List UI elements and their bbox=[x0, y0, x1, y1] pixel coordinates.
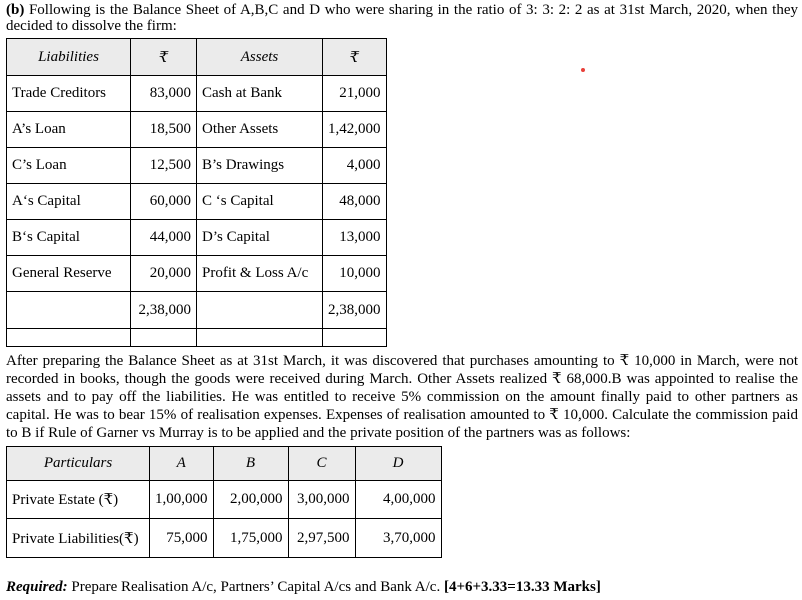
asset-name: B’s Drawings bbox=[197, 148, 323, 184]
header-partner-c: C bbox=[288, 447, 355, 481]
table-row bbox=[7, 220, 387, 256]
header-particulars: Particulars bbox=[7, 447, 150, 481]
liability-name: A’s Loan bbox=[7, 112, 131, 148]
table-row bbox=[7, 481, 442, 519]
asset-amount: 13,000 bbox=[323, 220, 387, 256]
asset-amount: 48,000 bbox=[323, 184, 387, 220]
liability-amount: 44,000 bbox=[131, 220, 197, 256]
total-assets: 2,38,000 bbox=[323, 292, 387, 329]
required-label: Required: bbox=[6, 579, 68, 595]
particular-label: Private Estate (₹) bbox=[7, 481, 150, 519]
liability-name: B‘s Capital bbox=[7, 220, 131, 256]
liability-amount: 18,500 bbox=[131, 112, 197, 148]
partner-d-value: 3,70,000 bbox=[355, 519, 441, 558]
balance-sheet-header bbox=[7, 39, 387, 76]
liability-name: Trade Creditors bbox=[7, 76, 131, 112]
asset-amount: 10,000 bbox=[323, 256, 387, 292]
partner-b-value: 2,00,000 bbox=[213, 481, 288, 519]
header-partner-b: B bbox=[213, 447, 288, 481]
private-position-header bbox=[7, 447, 442, 481]
asset-amount: 21,000 bbox=[323, 76, 387, 112]
private-position-table bbox=[6, 446, 442, 558]
totals-row bbox=[7, 292, 387, 329]
partner-d-value: 4,00,000 bbox=[355, 481, 441, 519]
intro-text: Following is the Balance Sheet of A,B,C and D who were sharing in the ratio of 3: 3: 2: 2 as at 31st March, 2020, when they decided to dissolve the firm: bbox=[6, 2, 798, 34]
table-row bbox=[7, 519, 442, 558]
header-liabilities: Liabilities bbox=[7, 39, 131, 76]
partner-b-value: 1,75,000 bbox=[213, 519, 288, 558]
particular-label: Private Liabilities(₹) bbox=[7, 519, 150, 558]
required-text: Prepare Realisation A/c, Partners’ Capital A/cs and Bank A/c. bbox=[71, 579, 441, 595]
liability-name: General Reserve bbox=[7, 256, 131, 292]
asset-name: Cash at Bank bbox=[197, 76, 323, 112]
liability-amount: 20,000 bbox=[131, 256, 197, 292]
total-label-right bbox=[197, 292, 323, 329]
balance-sheet-table bbox=[6, 38, 387, 347]
question-label: (b) bbox=[6, 2, 25, 18]
total-label-left bbox=[7, 292, 131, 329]
required-line bbox=[6, 579, 798, 596]
partner-c-value: 2,97,500 bbox=[288, 519, 355, 558]
liability-name: C’s Loan bbox=[7, 148, 131, 184]
asset-amount: 4,000 bbox=[323, 148, 387, 184]
asset-amount: 1,42,000 bbox=[323, 112, 387, 148]
header-amount: ₹ bbox=[323, 39, 387, 76]
question-paragraph: After preparing the Balance Sheet as at 31st March, it was discovered that purchases amounting to ₹ 10,000 in March, were not recorded in books, though the goods were received during March. Other Assets realized ₹ 68,000.B was appointed to realise the assets and to pay off the liabilities. He was entitled to receive 5% commission on the amount finally paid to other partners as capital. He was to bear 15% of realisation expenses. Expenses of realisation amounted to ₹ 10,000. Calculate the commission paid to B if Rule of Garner vs Murray is to be applied and the private position of the partners was as follows: bbox=[6, 353, 798, 441]
table-row bbox=[7, 256, 387, 292]
header-partner-a: A bbox=[150, 447, 214, 481]
spacer-row bbox=[7, 329, 387, 347]
asset-name: Profit & Loss A/c bbox=[197, 256, 323, 292]
partner-c-value: 3,00,000 bbox=[288, 481, 355, 519]
header-amount: ₹ bbox=[131, 39, 197, 76]
asset-name: D’s Capital bbox=[197, 220, 323, 256]
question-intro bbox=[6, 2, 798, 34]
total-liabilities: 2,38,000 bbox=[131, 292, 197, 329]
stray-dot bbox=[581, 68, 585, 72]
table-row bbox=[7, 184, 387, 220]
partner-a-value: 1,00,000 bbox=[150, 481, 214, 519]
table-row bbox=[7, 76, 387, 112]
liability-name: A‘s Capital bbox=[7, 184, 131, 220]
asset-name: C ‘s Capital bbox=[197, 184, 323, 220]
liability-amount: 60,000 bbox=[131, 184, 197, 220]
header-partner-d: D bbox=[355, 447, 441, 481]
asset-name: Other Assets bbox=[197, 112, 323, 148]
header-assets: Assets bbox=[197, 39, 323, 76]
liability-amount: 83,000 bbox=[131, 76, 197, 112]
table-row bbox=[7, 148, 387, 184]
table-row bbox=[7, 112, 387, 148]
partner-a-value: 75,000 bbox=[150, 519, 214, 558]
marks-breakdown: [4+6+3.33=13.33 Marks] bbox=[443, 579, 601, 595]
liability-amount: 12,500 bbox=[131, 148, 197, 184]
